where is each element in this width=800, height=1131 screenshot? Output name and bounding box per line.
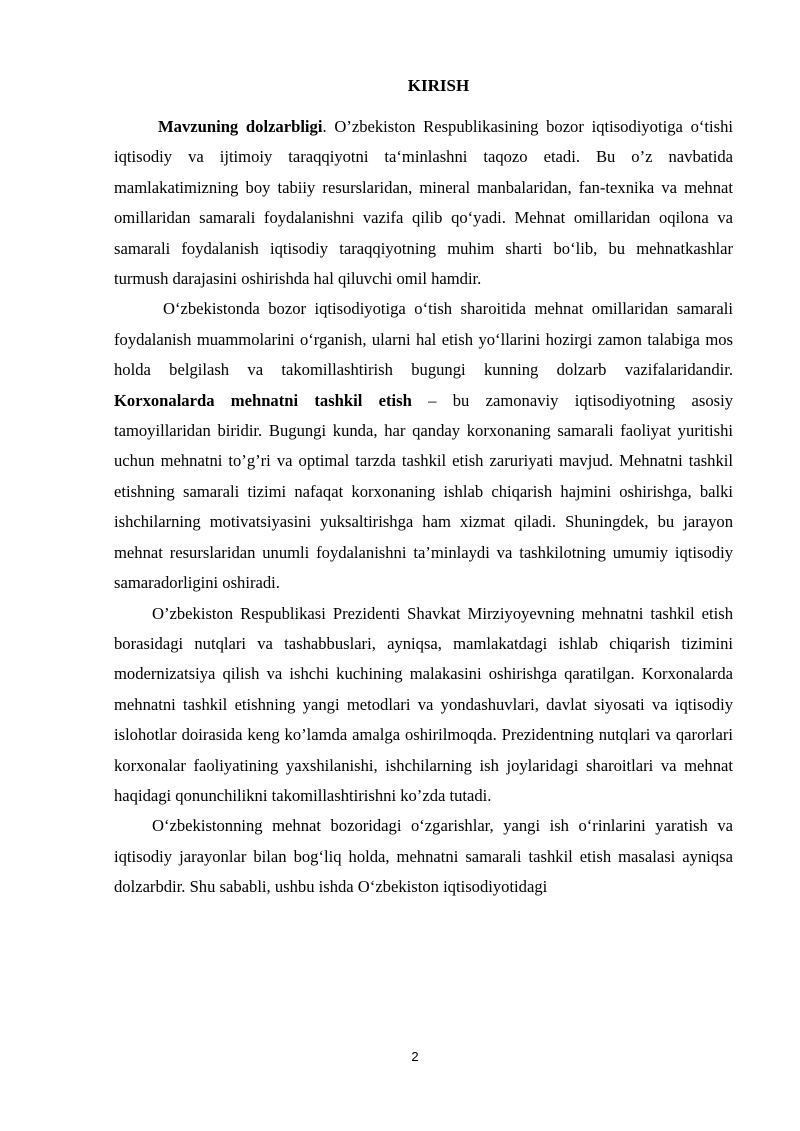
paragraph-relevance (114, 112, 733, 294)
document-page (114, 74, 733, 903)
paragraph-labor-text-after: – bu zamonaviy iqtisodiyotning asosiy tamoyillaridan biridir. Bugungi kunda, har qanday korxonaning samarali faoliyat yuritishi uchun mehnatni to’g’ri va optimal tarzda tashkil etish zaruriyati mavjud. Mehnatni tashkil etishning samarali tizimi nafaqat korxonaning ishlab chiqarish hajmini oshirishga, balki ishchilarning motivatsiyasini yuksaltirishga ham xizmat qiladi. Shuningdek, bu jarayon mehnat resurslaridan unumli foydalanishni ta’minlaydi va tashkilotning umumiy iqtisodiy samaradorligini oshiradi. (114, 390, 733, 593)
labor-organization-term: Korxonalarda mehnatni tashkil etish (114, 390, 412, 410)
page-number: 2 (411, 1049, 419, 1064)
page-title: KIRISH (407, 76, 470, 95)
paragraph-president-initiatives: O’zbekiston Respublikasi Prezidenti Shavkat Mirziyoyevning mehnatni tashkil etish borasidagi nutqlari va tashabbuslari, ayniqsa, mamlakatdagi ishlab chiqarish tizimini modernizatsiya qilish va ishchi kuchining malakasini oshirishga qaratilgan. Korxonalarda mehnatni tashkil etishning yangi metodlari va yondashuvlari, davlat siyosati va iqtisodiy islohotlar doirasida keng ko’lamda amalga oshirilmoqda. Prezidentning nutqlari va qarorlari korxonalar faoliyatining yaxshilanishi, ishchilarning ish joylaridagi sharoitlari va mehnat haqidagi qonunchilikni takomillashtirishni ko’zda tutadi. (114, 603, 733, 805)
paragraph-labor-organization (114, 294, 733, 598)
paragraph-labor-text-before: O‘zbekistonda bozor iqtisodiyotiga o‘tish sharoitida mehnat omillaridan samarali foydalanish muammolarini o‘rganish, ularni hal etish yo‘llarini hozirgi zamon talabiga mos holda belgilash va takomillashtirish bugungi kunning dolzarb vazifalaridandir. (114, 299, 733, 380)
paragraph-labor-market: O‘zbekistonning mehnat bozoridagi o‘zgarishlar, yangi ish o‘rinlarini yaratish va iqtisodiy jarayonlar bilan bog‘liq holda, mehnatni samarali tashkil etish masalasi ayniqsa dolzarbdir. Shu sababli, ushbu ishda O‘zbekiston iqtisodiyotidagi (114, 816, 733, 897)
relevance-heading: Mavzuning dolzarbligi (158, 117, 323, 136)
paragraph-relevance-text: . O’zbekiston Respublikasining bozor iqtisodiyotiga o‘tishi iqtisodiy va ijtimoiy taraqqiyotni ta‘minlashni taqozo etadi. Bu o’z navbatida mamlakatimizning boy tabiiy resurslaridan, mineral manbalaridan, fan-texnika va mehnat omillaridan samarali foydalanishni vazifa qilib qo‘yadi. Mehnat omillaridan oqilona va samarali foydalanish iqtisodiy taraqqiyotning muhim sharti bo‘lib, bu mehnatkashlar turmush darajasini oshirishda hal qiluvchi omil hamdir. (114, 117, 733, 289)
